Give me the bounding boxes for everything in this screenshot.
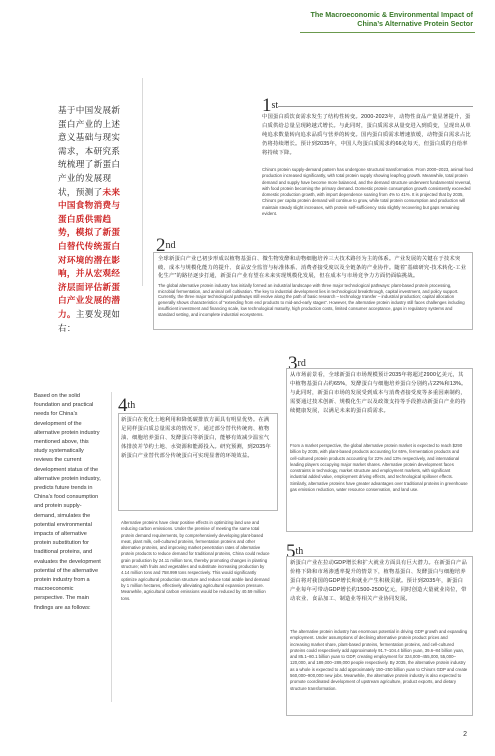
- header-title-line-2: China’s Alternative Protein Sector: [357, 19, 473, 28]
- section-5-ordinal: th: [295, 546, 304, 557]
- section-1-numeral: 1: [262, 95, 272, 116]
- section-3-ordinal: rd: [297, 358, 306, 369]
- section-1-ordinal: st: [271, 100, 279, 111]
- section-4-numeral: 4: [118, 395, 128, 416]
- page-number: 2: [463, 731, 467, 738]
- section-2-ordinal: nd: [165, 240, 176, 251]
- section-4-english: Alternative proteins have clear positive effects in optimizing land use and reducing carbon emissions. Under the premise of meeting the same total protein demand requirements, by comprehensively developing plant-based meat, plant milk, cell-cultured proteins, fermentation proteins and other alternative proteins, and improving market penetration rates of alternative protein products to reduce demand for traditional proteins, China could reduce grain production by 24.11 million tons, thereby promoting changes in planting structure; with fruits and vegetables and substitute increasing production by 4.14 million tons and 758.999 tons respectively. This would significantly optimize agricultural production structure and reduce total arable land demand by 1 million hectares, effectively alleviating agricultural expansion pressure. Meanwhile, agricultural carbon emissions would be reduced by 40.59 million tons.: [121, 520, 270, 601]
- left-column-divider: [142, 78, 143, 286]
- report-header-title: [213, 10, 473, 28]
- left-intro-chinese-highlight: 未来中国食物消费与蛋白质供需趋势，模拟了新蛋白替代传统蛋白对环境的潜在影响，并从宏观经济层面评估新蛋白产业发展的潜力。: [58, 186, 121, 319]
- section-3-numeral: 3: [288, 353, 298, 374]
- left-column-divider-lower: [111, 392, 112, 702]
- section-4-ordinal: th: [127, 400, 136, 411]
- section-2-chinese: 全球新蛋白产业已初步形成以植物基蛋白、微生物发酵和动物细胞培养三大技术路径为主的体系。产业发展的关键在于技术突破、成本与规模化能力的提升、食品安全监管与标准体系、消费者接受度以及全链条的产业协作。随着“基础研究-技术转化-工业化生产”的路径逐步打通，新蛋白产业有望在未来实现规模化发展，但在成本与市场竞争力方面仍面临挑战。: [158, 256, 467, 280]
- left-intro-chinese-part-1: 基于中国发展新蛋白产业的上述意义基础与现实需求，本研究系统梳理了新蛋白产业的发展现状，预测了: [58, 105, 121, 197]
- left-intro-chinese: [58, 104, 126, 335]
- header-title-line-1: The Macroeconomic & Environmental Impact of: [310, 10, 473, 19]
- section-2-english: The global alternative protein industry has initially formed an industrial landscape with three major technological pathways: plant-based protein processing, microbial fermentation, and animal cell cultivation. The key to industrial development lies in technological breakthrough, capital investment, and policy support. Currently, the three major technological pathways still evolve along the path of basic research – technology transfer – industrial production; capital allocation generally shows characteristics of “extending from end products to mid-and-early stages”. However, the alternative protein industry still faces challenges including insufficient investment and financing scale, low technological maturity, high production costs, limited consumer acceptance, gaps in regulatory systems and standard setting, and incomplete industrial ecosystems.: [158, 283, 465, 317]
- section-3-chinese: 从市场前景看，全球新蛋白市场规模预计2035年将超过2900亿美元，其中植物基蛋白占约65%，发酵蛋白与细胞培养蛋白分别约占22%和13%。与此同时，新蛋白市场的发展受到成本与消费者接受度等多重因素制约，需要通过技术创新、规模化生产以及政策支持等手段推动新蛋白产业的持续健康发展，以满足未来的蛋白质需求。: [290, 372, 467, 414]
- header-divider: [300, 32, 475, 33]
- section-4-chinese: 新蛋白在优化土地利用和降低碳排放方面具有明显优势。在满足同样蛋白质总量需求的情况下，通过部分替代传统肉、植物油、细胞培养蛋白、发酵蛋白等新蛋白，能够有效减少温室气体排放并节约土地、水资源和能源投入。研究预测，到2035年新蛋白产业替代部分传统蛋白可实现显著的环境效益。: [121, 417, 272, 459]
- left-intro-chinese-part-2: 主要发现如右：: [58, 308, 121, 333]
- section-5-english: The alternative protein industry has enormous potential in driving GDP growth and expanding employment. Under assumptions of declining alternative protein product prices and increasing market share, plant-based proteins, fermentation proteins, and cell-cultured proteins could respectively add approximately 91.7–104.4 billion yuan, 39.6–84 billion yuan, and 85.1–80.1 billion yuan to GDP, creating employment for 324,000–455,000, 55,000–120,000, and 189,000–289,000 people respectively. By 2035, the alternative protein industry as a whole is expected to add approximately 150–250 billion yuan to China’s GDP and create 560,000–900,000 new jobs. Meanwhile, the alternative protein industry is also expected to promote coordinated development of upstream agriculture, product exports, and dietary structure transformation.: [290, 629, 468, 691]
- section-1-chinese: 中国蛋白质饮食需求发生了结构性转变。2000-2023年，动物性食品产量显著提升，蛋白质供给总量呈现跨越式增长。与此同时，蛋白质需求从量变进入到质变，呈现出从单纯追求数量转向追求品质与营养的转变。国内蛋白质需求增速放缓，动物蛋白需求占比仍将持续增长。预计到2035年，中国人均蛋白质需求约66克每天，但蛋白质的自给率将持续下降。: [262, 114, 471, 156]
- left-intro-english: Based on the solid foundation and practical needs for China’s development of the alternative protein industry mentioned above, this study systematically reviews the current development status of the alternative protein industry, predicts future trends in China’s food consumption and protein supply-demand, simulates the potential environmental impacts of alternative protein substitution for traditional proteins, and evaluates the development potential of the alternative protein industry from a macroeconomic perspective. The main findings are as follows:: [34, 393, 101, 611]
- section-3-english: From a market perspective, the global alternative protein market is expected to reach $290 billion by 2035, with plant-based products accounting for 65%, fermentation products and cell-cultured protein products accounting for 22% and 13% respectively, and international leading players occupying major market shares. Alternative protein development faces constraints in technology, market structure and employment markets, with significant industrial added value, employment driving effects, and technological spillover effects. Similarly, alternative proteins have greater advantages over traditional proteins in greenhouse gas emission reduction, water resource conservation, and land use.: [290, 443, 468, 493]
- section-1-english: China’s protein supply-demand pattern has undergone structural transformation. From 2000–2023, animal food production increased significantly, with total protein supply showing leapfrog growth. Meanwhile, total protein demand and supply have become more balanced, and the demand structure underwent fundamental reversal, with food protein becoming the primary demand. Domestic protein consumption growth consistently exceeded domestic production growth, with import dependence soaring from 4% to 41%. It is projected that by 2035, China’s per capita protein demand will continue to grow, while total protein consumption and production will maintain steady slight increases, with protein self-sufficiency ratio slightly recovering but gaps remaining evident.: [262, 167, 473, 217]
- section-5-chinese: 新蛋白产业在拉动GDP增长和扩大就业方面具有巨大潜力。在新蛋白产品价格下降和市场渗透率提升的情景下，植物基蛋白、发酵蛋白与细胞培养蛋白将对我国的GDP增长和就业产生积极贡献。预计到2035年，新蛋白产业每年可带动GDP增长约1500-2500亿元，同时创造大量就业岗位，带动农业、食品加工、制造业等相关产业协同发展。: [290, 560, 467, 602]
- section-2-numeral: 2: [156, 235, 166, 256]
- section-5-numeral: 5: [286, 541, 296, 562]
- section-1-rule: [278, 106, 473, 107]
